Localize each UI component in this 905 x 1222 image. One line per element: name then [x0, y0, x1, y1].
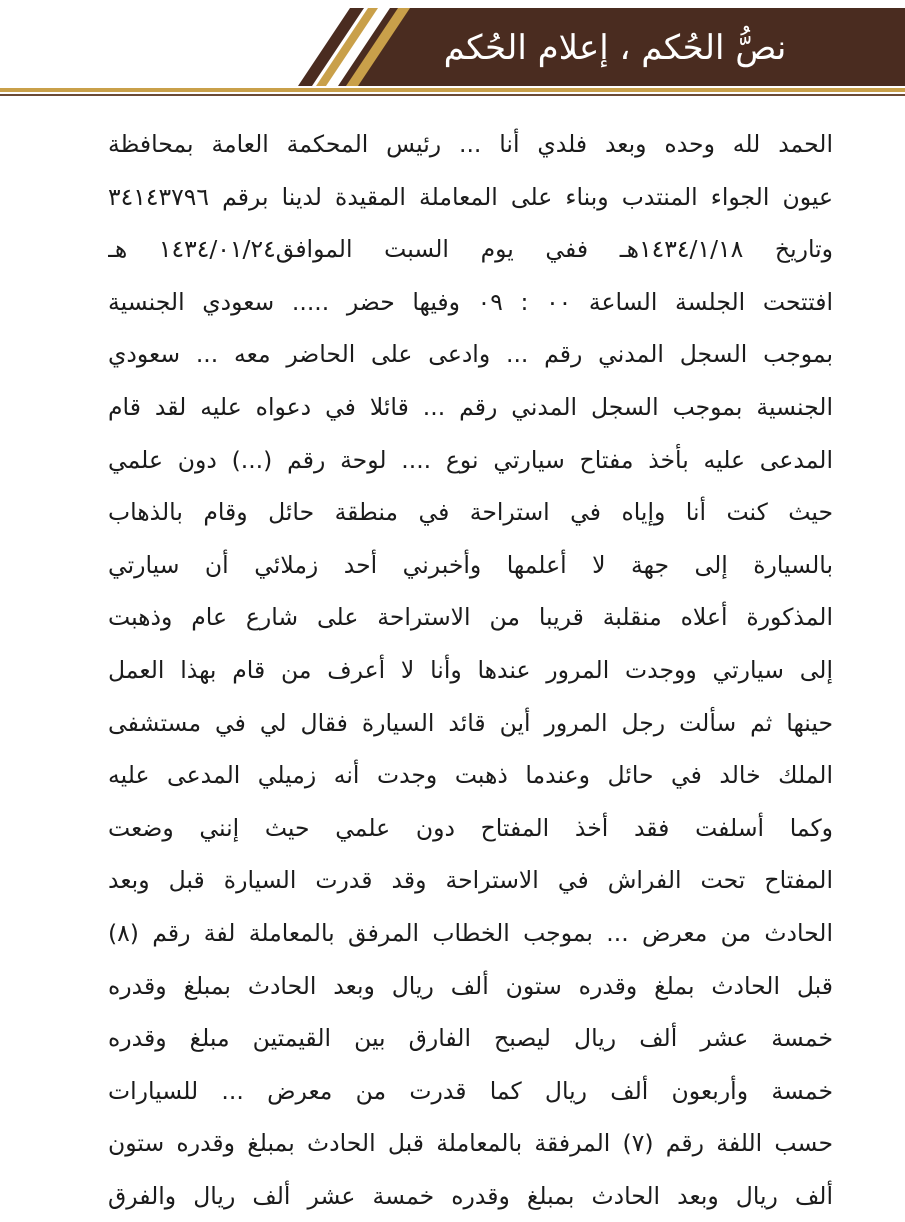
text-line: المذكورة أعلاه منقلبة قريبا من الاستراحة على شارع عام وذهبت	[108, 603, 833, 632]
text-line: المدعى عليه بأخذ مفتاح سيارتي نوع .... لوحة رقم (...) دون علمي	[108, 445, 833, 474]
text-line: خمسة وأربعون ألف ريال كما قدرت من معرض ... للسيارات	[108, 1076, 833, 1105]
text-line: الجنسية بموجب السجل المدني رقم ... قائلا في دعواه عليه لقد قام	[108, 392, 833, 421]
text-line: وكما أسلفت فقد أخذ المفتاح دون علمي حيث إنني وضعت	[108, 813, 833, 842]
header-rule-gold	[0, 88, 905, 92]
page-header	[0, 0, 905, 100]
text-line: المفتاح تحت الفراش في الاستراحة وقد قدرت السيارة قبل وبعد	[108, 866, 833, 895]
text-line: ألف ريال وبعد الحادث بمبلغ وقدره خمسة عشر ألف ريال والفرق	[108, 1181, 833, 1210]
judgment-text	[108, 118, 833, 1222]
text-line: الملك خالد في حائل وعندما ذهبت وجدت أنه زميلي المدعى عليه	[108, 761, 833, 790]
text-line: افتتحت الجلسة الساعة ٠٠ : ٠٩ وفيها حضر ..... سعودي الجنسية	[108, 287, 833, 316]
text-line: خمسة عشر ألف ريال ليصبح الفارق بين القيمتين مبلغ وقدره	[108, 1024, 833, 1053]
text-line: الحمد لله وحده وبعد فلدي أنا ... رئيس المحكمة العامة بمحافظة	[108, 130, 833, 158]
text-line: بموجب السجل المدني رقم ... وادعى على الحاضر معه ... سعودي	[108, 340, 833, 369]
text-line: حيث كنت أنا وإياه في استراحة في منطقة حائل وقام بالذهاب	[108, 498, 833, 527]
text-line: الحادث من معرض ... بموجب الخطاب المرفق بالمعاملة لفة رقم (٨)	[108, 918, 833, 947]
text-line: إلى سيارتي ووجدت المرور عندها وأنا لا أعرف من قام بهذا العمل	[108, 655, 833, 684]
text-line: وتاريخ ١٤٣٤/١/١٨هـ ففي يوم السبت الموافق١٤٣٤/٠١/٢٤ هـ	[108, 235, 833, 264]
header-rule-brown	[0, 94, 905, 96]
text-line: بالسيارة إلى جهة لا أعلمها وأخبرني أحد زملائي أن سيارتي	[108, 550, 833, 579]
text-line: حسب اللفة رقم (٧) المرفقة بالمعاملة قبل الحادث بمبلغ وقدره ستون	[108, 1129, 833, 1158]
text-line: حينها ثم سألت رجل المرور أين قائد السيارة فقال لي في مستشفى	[108, 708, 833, 737]
text-line: عيون الجواء المنتدب وبناء على المعاملة المقيدة لدينا برقم ٣٤١٤٣٧٩٦	[108, 182, 833, 211]
text-line: قبل الحادث بملغ وقدره ستون ألف ريال وبعد الحادث بمبلغ وقدره	[108, 971, 833, 1000]
header-title: نصُّ الحُكم ، إعلام الحُكم	[443, 28, 787, 68]
